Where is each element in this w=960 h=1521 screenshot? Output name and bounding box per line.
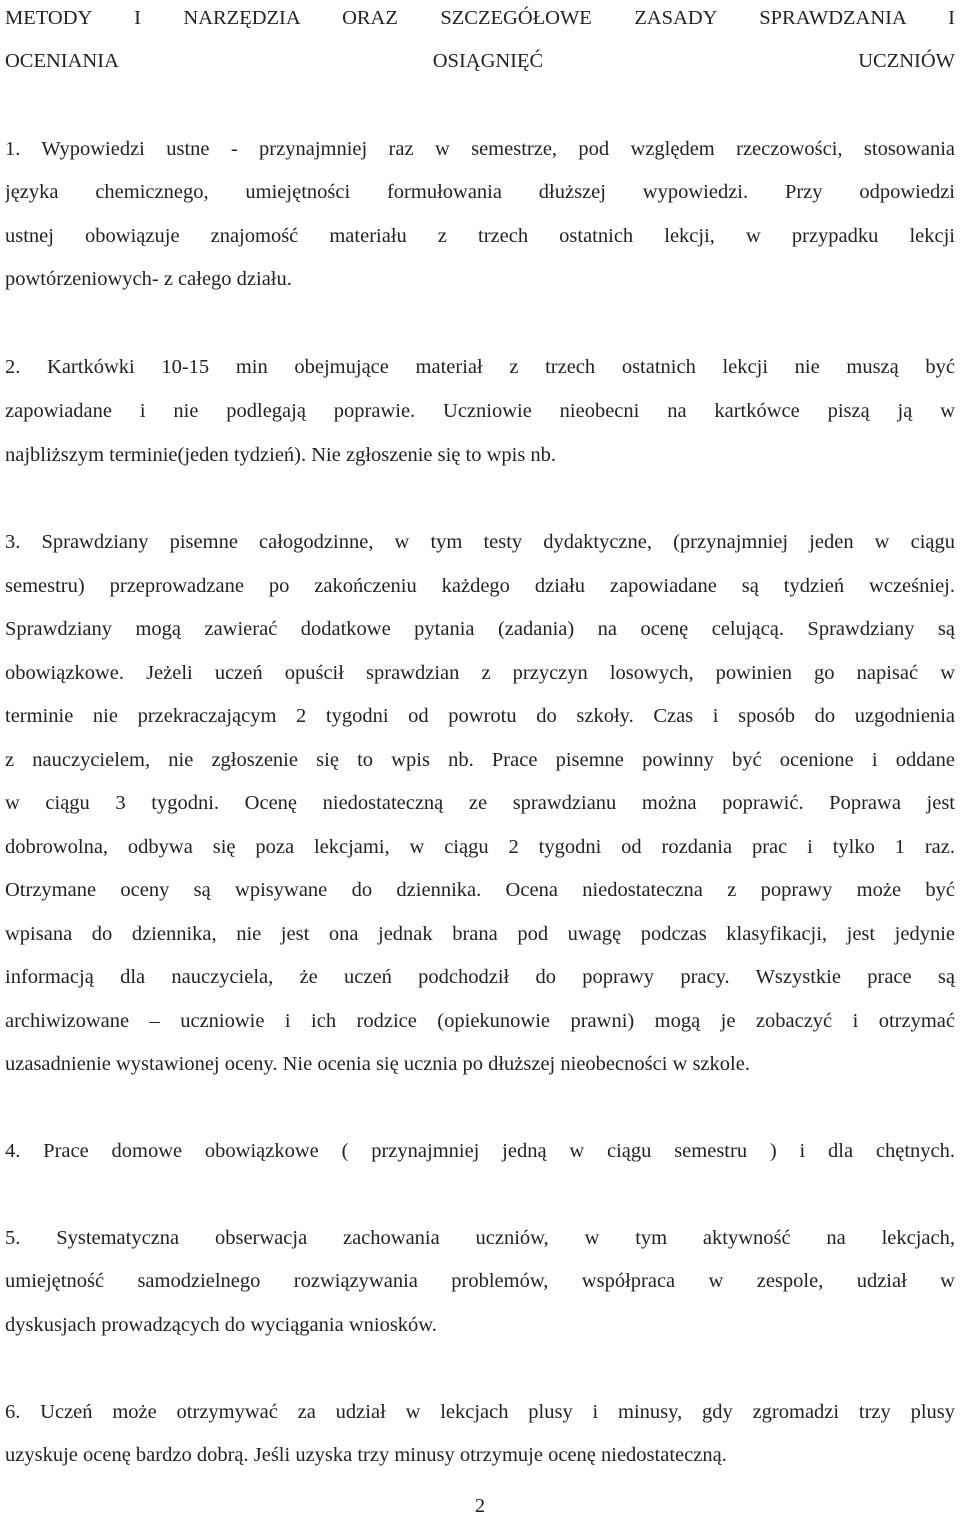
paragraph-line: z nauczycielem, nie zgłoszenie się to wpis nb. Prace pisemne powinny być ocenione i oddane [5, 749, 955, 771]
paragraph-line: 4. Prace domowe obowiązkowe ( przynajmniej jedną w ciągu semestru ) i dla chętnych. [5, 1140, 955, 1162]
paragraph-line: w ciągu 3 tygodni. Ocenę niedostateczną ze sprawdzianu można poprawić. Poprawa jest [5, 792, 955, 814]
page-number: 2 [474, 1495, 486, 1517]
paragraph-line: terminie nie przekraczającym 2 tygodni od powrotu do szkoły. Czas i sposób do uzgodnienia [5, 705, 955, 727]
paragraph-line: obowiązkowe. Jeżeli uczeń opuścił sprawdzian z przyczyn losowych, powinien go napisać w [5, 662, 955, 684]
document-title-line-2: OCENIANIA OSIĄGNIĘĆ UCZNIÓW [5, 50, 955, 72]
paragraph-line: ustnej obowiązuje znajomość materiału z trzech ostatnich lekcji, w przypadku lekcji [5, 225, 955, 247]
paragraph-line: najbliższym terminie(jeden tydzień). Nie zgłoszenie się to wpis nb. [5, 444, 557, 466]
paragraph-line: zapowiadane i nie podlegają poprawie. Uczniowie nieobecni na kartkówce piszą ją w [5, 400, 955, 422]
paragraph-line: archiwizowane – uczniowie i ich rodzice (opiekunowie prawni) mogą je zobaczyć i otrzymać [5, 1010, 955, 1032]
paragraph-line: dobrowolna, odbywa się poza lekcjami, w ciągu 2 tygodni od rozdania prac i tylko 1 raz. [5, 836, 955, 858]
paragraph-line: dyskusjach prowadzących do wyciągania wniosków. [5, 1314, 437, 1336]
paragraph-line: języka chemicznego, umiejętności formułowania dłuższej wypowiedzi. Przy odpowiedzi [5, 181, 955, 203]
paragraph-line: wpisana do dziennika, nie jest ona jednak brana pod uwagę podczas klasyfikacji, jest jedynie [5, 923, 955, 945]
paragraph-line: uzasadnienie wystawionej oceny. Nie ocenia się ucznia po dłuższej nieobecności w szkole. [5, 1053, 750, 1075]
paragraph-line: semestru) przeprowadzane po zakończeniu każdego działu zapowiadane są tydzień wcześniej. [5, 575, 955, 597]
paragraph-line: 6. Uczeń może otrzymywać za udział w lekcjach plusy i minusy, gdy zgromadzi trzy plusy [5, 1401, 955, 1423]
document-page [5, 0, 955, 1517]
paragraph-line: 1. Wypowiedzi ustne - przynajmniej raz w semestrze, pod względem rzeczowości, stosowania [5, 138, 955, 160]
paragraph-line: Otrzymane oceny są wpisywane do dziennika. Ocena niedostateczna z poprawy może być [5, 879, 955, 901]
paragraph-line: Sprawdziany mogą zawierać dodatkowe pytania (zadania) na ocenę celującą. Sprawdziany są [5, 618, 955, 640]
document-title-line-1: METODY I NARZĘDZIA ORAZ SZCZEGÓŁOWE ZASADY SPRAWDZANIA I [5, 7, 955, 29]
paragraph-line: 3. Sprawdziany pisemne całogodzinne, w tym testy dydaktyczne, (przynajmniej jeden w ciągu [5, 531, 955, 553]
paragraph-line: 5. Systematyczna obserwacja zachowania uczniów, w tym aktywność na lekcjach, [5, 1227, 955, 1249]
paragraph-line: 2. Kartkówki 10-15 min obejmujące materiał z trzech ostatnich lekcji nie muszą być [5, 356, 955, 378]
paragraph-line: informacją dla nauczyciela, że uczeń podchodził do poprawy pracy. Wszystkie prace są [5, 966, 955, 988]
paragraph-line: uzyskuje ocenę bardzo dobrą. Jeśli uzyska trzy minusy otrzymuje ocenę niedostateczną. [5, 1444, 727, 1466]
paragraph-line: powtórzeniowych- z całego działu. [5, 268, 292, 290]
paragraph-line: umiejętność samodzielnego rozwiązywania problemów, współpraca w zespole, udział w [5, 1270, 955, 1292]
